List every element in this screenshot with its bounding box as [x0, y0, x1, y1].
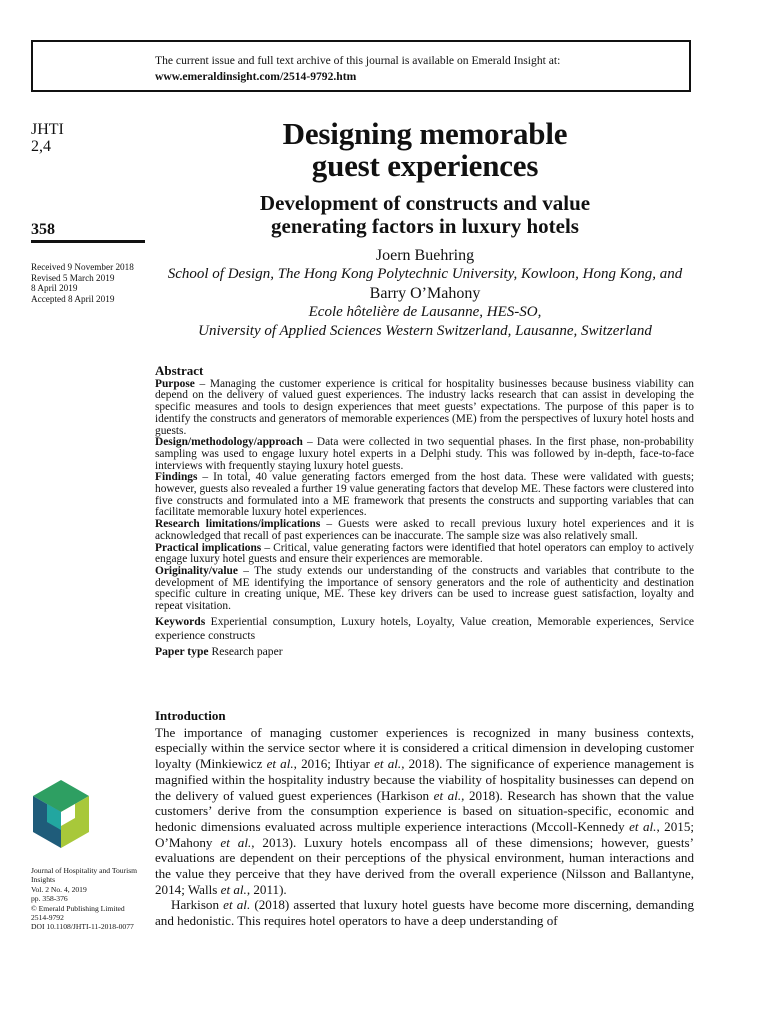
access-notice-box — [31, 40, 691, 92]
keywords-label: Keywords — [155, 614, 206, 628]
journal-pages: pp. 358-376 — [31, 894, 68, 904]
journal-volume: Vol. 2 No. 4, 2019 — [31, 884, 87, 894]
intro-paragraph-1 — [155, 725, 694, 898]
et-al: et al. — [374, 756, 402, 772]
practical-label: Practical implications — [155, 541, 262, 554]
introduction-section — [155, 708, 694, 929]
paper-type-label: Paper type — [155, 644, 209, 658]
introduction-heading: Introduction — [155, 708, 226, 723]
emerald-publishing-logo — [31, 778, 91, 850]
affiliation-2a: Ecole hôtelière de Lausanne, HES-SO, — [308, 304, 542, 320]
abstract-originality — [155, 566, 694, 613]
volume-issue: 2,4 — [31, 138, 51, 155]
keywords-text: Experiential consumption, Luxury hotels, Loyalty, Value creation, Memorable experiences, Service experience constructs — [155, 614, 694, 642]
purpose-text: – Managing the customer experience is critical for hospitality businesses because business viability can depend on the delivery of valued guest experiences. The industry lacks research that can assist in developing the specific measures and tools to design experiences that meet guests’ expectations. The purpose of this paper is to identify the constructs and generators of memorable experiences (ME) from the perspectives of luxury hotel hosts and guests. — [155, 377, 694, 437]
intro-text: , 2018). The significance of experience management is magnified within the hospitality industry because the viability of hospitality businesses can depend on the delivery of valued guest experiences (Harkison — [155, 756, 694, 803]
et-al: et al. — [220, 881, 247, 897]
intro-text: , 2016; Ihtiyar — [293, 756, 375, 772]
journal-url-link[interactable]: www.emeraldinsight.com/2514-9792.htm — [155, 70, 357, 83]
et-al: et al. — [223, 897, 251, 913]
subtitle-line-2: generating factors in luxury hotels — [271, 214, 579, 238]
journal-copyright: © Emerald Publishing Limited — [31, 903, 125, 913]
journal-doi: DOI 10.1108/JHTI-11-2018-0077 — [31, 922, 134, 932]
intro-paragraph-2 — [155, 897, 694, 928]
purpose-label: Purpose — [155, 377, 195, 390]
article-subtitle — [155, 192, 695, 238]
practical-text: – Critical, value generating factors were identified that hotel operators can employ to actively engage luxury hotel guests and ensure their experiences are memorable. — [155, 541, 694, 566]
keywords — [155, 615, 694, 643]
intro-text: , 2015; O’Mahony — [155, 818, 695, 850]
abstract-purpose — [155, 379, 694, 438]
accepted-date: Accepted 8 April 2019 — [31, 293, 115, 304]
intro-text: , 2011). — [246, 881, 287, 897]
received-date: Received 9 November 2018 — [31, 262, 134, 272]
et-al: et al. — [220, 834, 252, 850]
article-title — [155, 118, 695, 182]
author-2: Barry O’Mahony — [369, 285, 481, 302]
design-label: Design/methodology/approach — [155, 436, 303, 449]
title-line-2: guest experiences — [311, 148, 539, 183]
abstract-findings — [155, 472, 694, 519]
limitations-label: Research limitations/implications — [155, 518, 321, 531]
journal-issn: 2514-9792 — [31, 913, 64, 923]
limitations-text: – Guests were asked to recall previous luxury hotel experiences and it is acknowledged that recall of past experiences can be inaccurate. The sample size was also relatively small. — [155, 518, 694, 542]
originality-text: – The study extends our understanding of the constructs and variables that contribute to the development of ME identifying the importance of sensory generators and the role of authenticity and destination specific culture in creating unique, ME. These key drivers can be used to increase guest satisfaction, loyalty and repeat visitation. — [155, 564, 694, 613]
page-number-rule — [31, 240, 145, 243]
article-history — [31, 262, 134, 304]
design-text: – Data were collected in two sequential phases. In the first phase, non-probability sampling was used to engage luxury hotel experts in a Delphi study. This was followed by in-depth, face-to-face interviews with frequently staying luxury hotel guests. — [155, 436, 694, 472]
et-al: et al. — [433, 787, 462, 803]
abstract-section — [155, 365, 694, 659]
revised-date-2: 8 April 2019 — [31, 283, 78, 293]
access-notice-text: The current issue and full text archive of this journal is available on Emerald Insight at: — [155, 54, 561, 67]
journal-abbr-text: JHTI — [31, 121, 64, 138]
abstract-practical — [155, 543, 694, 566]
title-line-1: Designing memorable — [282, 116, 568, 151]
findings-label: Findings — [155, 471, 198, 484]
journal-info — [31, 866, 151, 932]
findings-text: – In total, 40 value generating factors emerged from the host data. These were validated with guests; however, guests also revealed a further 19 value generating factors that develop ME. These factors were clustered into five constructs and formulated into a ME framework that presents the constructs and supporting variables that can facilitate memorable luxury hotel experiences. — [155, 471, 694, 519]
affiliation-2b: University of Applied Sciences Western Switzerland, Lausanne, Switzerland — [198, 323, 652, 339]
journal-abbreviation — [31, 121, 64, 155]
intro-text: , 2013). Luxury hotels encompass all of these dimensions; however, guests’ evaluations are dependent on their perceptions of the physical environment, human interactions and the value they perceive that they have derived from the overall experience (Nilsson and Ballantyne, 2014; Walls — [155, 834, 694, 897]
et-al: et al. — [629, 818, 657, 834]
paper-type-text: Research paper — [208, 644, 283, 658]
intro-text: (2018) asserted that luxury hotel guests have become more discerning, demanding and hedonistic. This requires hotel operators to have a deep understanding of — [155, 897, 694, 929]
abstract-design — [155, 437, 694, 472]
et-al: et al. — [266, 756, 294, 772]
subtitle-line-1: Development of constructs and value — [259, 191, 591, 215]
originality-label: Originality/value — [155, 564, 238, 577]
paper-type — [155, 645, 694, 659]
revised-date: Revised 5 March 2019 — [31, 272, 115, 283]
intro-text: , 2018). Research has shown that the value customers’ derive from the consumption experience is based on situation-specific, economic and hedonic dimensions evaluated across multiple experience interactions (Mccoll-Kennedy — [155, 787, 694, 834]
affiliation-1: School of Design, The Hong Kong Polytechnic University, Kowloon, Hong Kong, and — [167, 266, 683, 282]
page-number: 358 — [31, 221, 55, 238]
intro-text: Harkison — [171, 897, 224, 913]
intro-text: The importance of managing customer experiences is recognized in many business contexts, especially within the service sector where it is considered a critical dimension in developing customer loyalty (Minkiewicz — [155, 724, 694, 772]
author-block — [155, 246, 695, 341]
author-1: Joern Buehring — [375, 247, 475, 264]
abstract-limitations — [155, 519, 694, 542]
abstract-heading: Abstract — [155, 363, 204, 378]
journal-name: Journal of Hospitality and Tourism Insights — [31, 866, 138, 885]
